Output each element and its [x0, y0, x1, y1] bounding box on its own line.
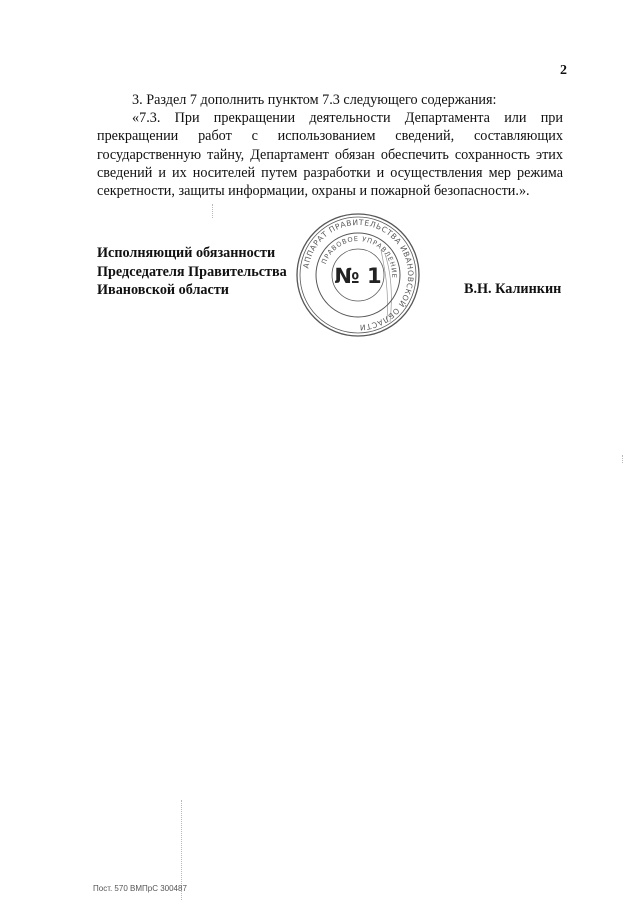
- scan-artifact-mark: [212, 204, 214, 218]
- signatory-name: В.Н. Калинкин: [464, 281, 562, 297]
- scan-artifact-mark: [622, 455, 624, 463]
- signatory-position-line-1: Исполняющий обязанности: [97, 245, 276, 261]
- paragraph-amendment: 3. Раздел 7 дополнить пунктом 7.3 следующего содержания:: [132, 92, 497, 108]
- signatory-position-line-3: Ивановской области: [97, 282, 229, 298]
- seal-ring-text: АППАРАТ ПРАВИТЕЛЬСТВА ИВАНОВСКОЙ ОБЛАСТИ: [301, 217, 416, 333]
- signatory-position: [97, 244, 287, 300]
- paragraph-clause-7-3: «7.3. При прекращении деятельности Департамента или при прекращении работ с использованием сведений, составляющих государственную тайну, Департамент обязан обеспечить сохранность этих сведений и их носителей путем разработки и осуществления мер режима секретности, защиты информации, охраны и пожарной безопасности.».: [97, 110, 563, 200]
- document-body: [97, 91, 563, 200]
- footer-print-code: Пост. 570 ВМПрС 300487: [93, 884, 187, 893]
- seal-inner-text: ПРАВОВОЕ УПРАВЛЕНИЕ: [320, 234, 399, 279]
- signatory-position-line-2: Председателя Правительства: [97, 263, 287, 280]
- page-number: 2: [560, 63, 567, 78]
- official-seal-stamp: [293, 210, 423, 340]
- seal-number: № 1: [334, 264, 382, 288]
